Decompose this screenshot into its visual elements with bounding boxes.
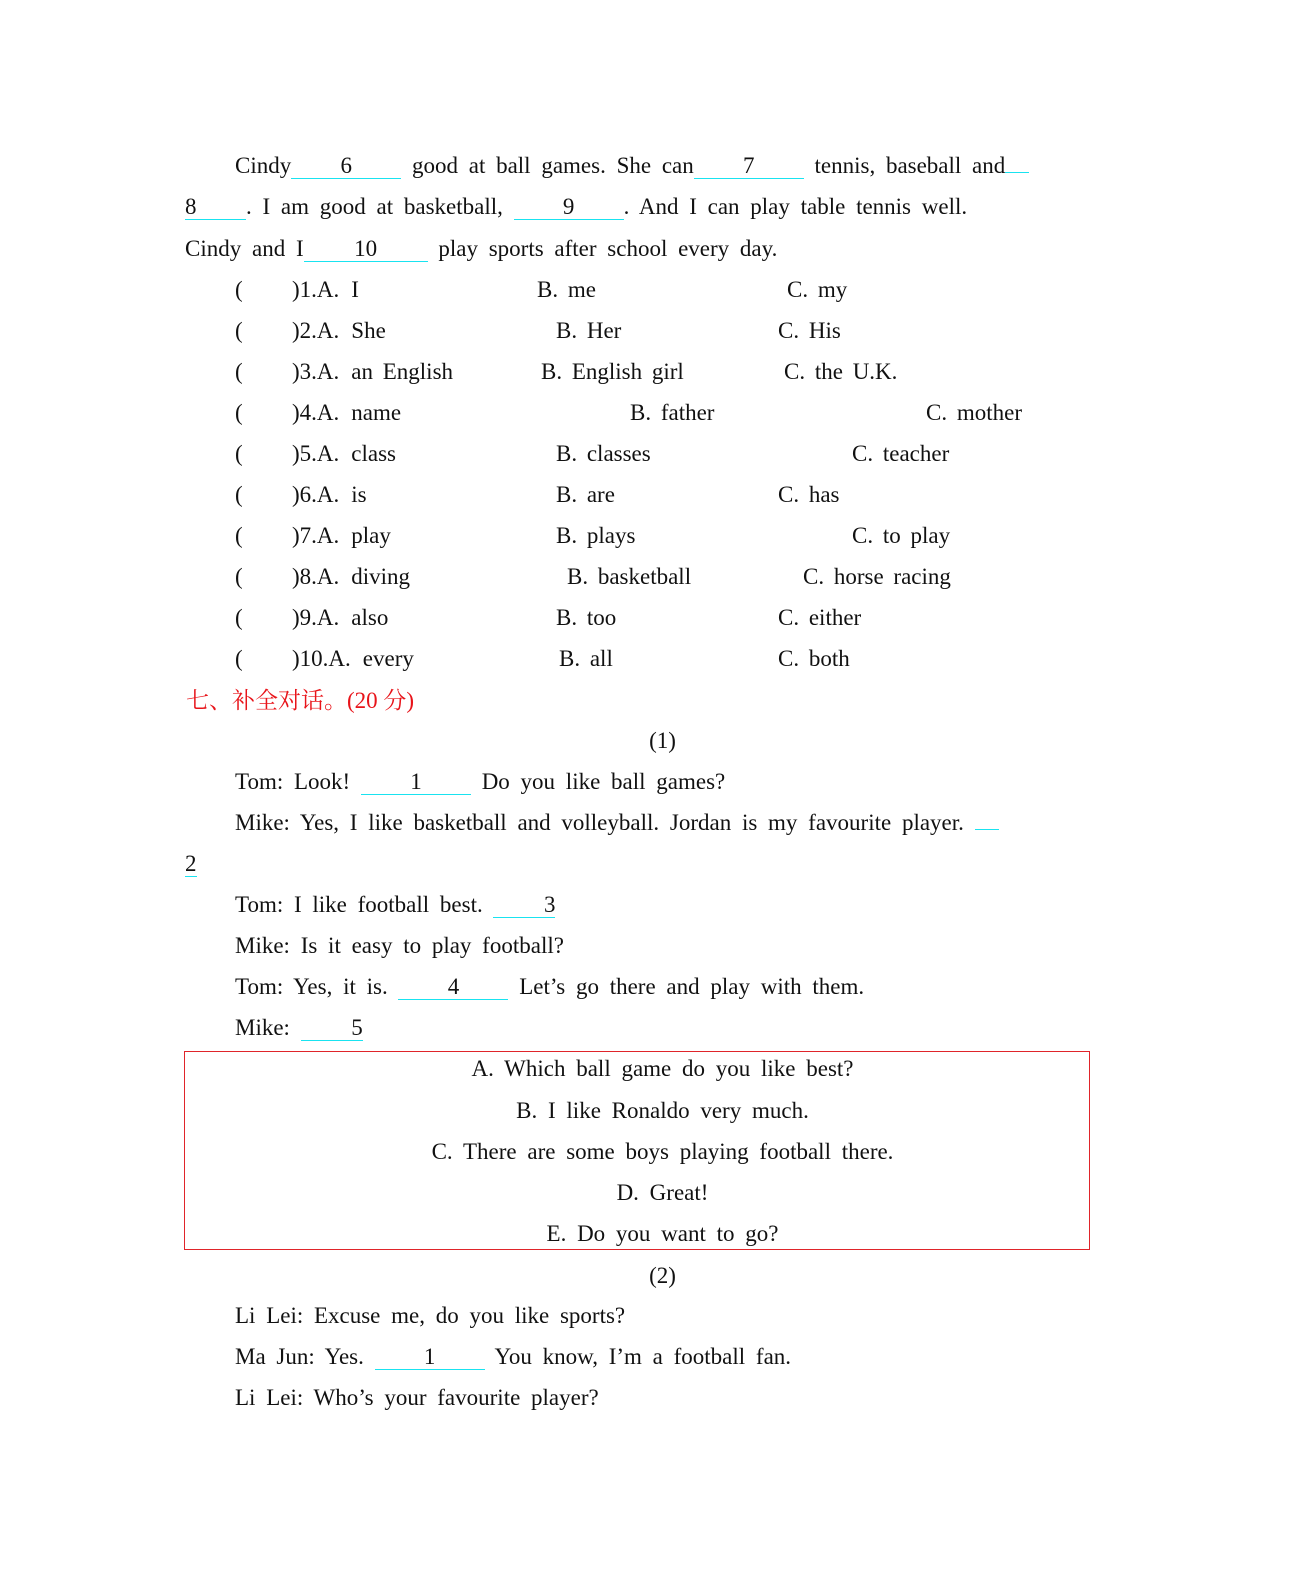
blank-3[interactable]: 3 — [493, 893, 555, 918]
option-a-text: an English — [351, 359, 454, 384]
option-b: B. English girl — [541, 359, 684, 384]
blank-8-start[interactable] — [1005, 172, 1029, 173]
section-heading: 七、补全对话。(20 分) — [186, 688, 415, 713]
question-number: )7.A. — [292, 523, 340, 548]
dialogue-line — [235, 1383, 599, 1413]
option-a — [292, 603, 388, 633]
question-number: )9.A. — [292, 605, 340, 630]
option-c: C. my — [787, 277, 848, 302]
question-number: )3.A. — [292, 359, 340, 384]
option-b: B. are — [556, 482, 615, 507]
dialogue-line — [235, 890, 555, 920]
answer-paren[interactable]: ( — [235, 523, 243, 548]
option-a-text: name — [351, 400, 402, 425]
dialogue-line — [185, 849, 197, 879]
question-number: )4.A. — [292, 400, 340, 425]
passage-line-2 — [185, 192, 967, 222]
answer-paren[interactable]: ( — [235, 318, 243, 343]
option-a — [292, 275, 359, 305]
option-a-text: also — [351, 605, 389, 630]
text: . I am good at basketball, — [246, 194, 503, 219]
option-a-text: class — [351, 441, 396, 466]
text: Tom: I like football best. — [235, 892, 483, 917]
question-number: )1.A. — [292, 277, 340, 302]
option-b: B. classes — [556, 441, 651, 466]
question-number: )5.A. — [292, 441, 340, 466]
option-a — [292, 439, 396, 469]
option-a-text: is — [351, 482, 367, 507]
blank-10[interactable]: 10 — [304, 237, 428, 262]
option-a — [292, 480, 367, 510]
text: Cindy and I — [185, 236, 304, 261]
dialogue-line — [235, 767, 725, 797]
option-a-text: every — [362, 646, 414, 671]
text: Ma Jun: Yes. — [235, 1344, 364, 1369]
text: Mike: Is it easy to play football? — [235, 933, 564, 958]
option-c: C. both — [778, 646, 850, 671]
blank-9[interactable]: 9 — [514, 195, 624, 220]
option-b: B. too — [556, 605, 617, 630]
option-c: C. There are some boys playing football there. — [431, 1139, 894, 1164]
text: good at ball games. She can — [411, 153, 694, 178]
option-b: B. father — [630, 400, 715, 425]
option-a — [292, 398, 401, 428]
option-c: C. the U.K. — [784, 359, 898, 384]
option-a-text: play — [351, 523, 391, 548]
question-number: )6.A. — [292, 482, 340, 507]
answer-paren[interactable]: ( — [235, 400, 243, 425]
option-a-text: She — [351, 318, 386, 343]
option-a — [292, 357, 453, 387]
blank-1[interactable]: 1 — [361, 770, 471, 795]
question-number: )2.A. — [292, 318, 340, 343]
text: Cindy — [235, 153, 292, 178]
dialogue-line — [235, 931, 564, 961]
option-c: C. either — [778, 605, 862, 630]
option-a — [292, 562, 410, 592]
answer-paren[interactable]: ( — [235, 441, 243, 466]
text: Mike: Yes, I like basketball and volleyball. Jordan is my favourite player. — [235, 810, 964, 835]
option-c: C. His — [778, 318, 841, 343]
dialogue-line — [235, 808, 999, 838]
text: tennis, baseball and — [814, 153, 1006, 178]
text: You know, I’m a football fan. — [494, 1344, 792, 1369]
blank-5[interactable]: 5 — [301, 1016, 363, 1041]
text: Li Lei: Excuse me, do you like sports? — [235, 1303, 626, 1328]
text: Mike: — [235, 1015, 290, 1040]
option-a — [292, 644, 414, 674]
answer-paren[interactable]: ( — [235, 277, 243, 302]
answer-paren[interactable]: ( — [235, 646, 243, 671]
option-d: D. Great! — [616, 1180, 709, 1205]
text: Let’s go there and play with them. — [519, 974, 865, 999]
option-c: C. teacher — [852, 441, 950, 466]
text: Li Lei: Who’s your favourite player? — [235, 1385, 599, 1410]
option-e: E. Do you want to go? — [546, 1221, 779, 1246]
option-b: B. plays — [556, 523, 636, 548]
answer-paren[interactable]: ( — [235, 605, 243, 630]
blank-6[interactable]: 6 — [291, 154, 401, 179]
option-b: B. all — [559, 646, 613, 671]
option-c: C. has — [778, 482, 840, 507]
passage-line-3 — [185, 234, 777, 264]
option-b: B. Her — [556, 318, 622, 343]
part-2-label: (2) — [649, 1263, 676, 1288]
blank-4[interactable]: 4 — [398, 975, 508, 1000]
option-a-text: I — [351, 277, 359, 302]
option-b: B. basketball — [567, 564, 692, 589]
part-1-label: (1) — [649, 728, 676, 753]
option-b: B. I like Ronaldo very much. — [516, 1098, 809, 1123]
option-a — [292, 316, 386, 346]
text: Do you like ball games? — [481, 769, 726, 794]
option-b: B. me — [537, 277, 596, 302]
dialogue-line — [235, 1013, 363, 1043]
passage-line-1 — [235, 151, 1029, 181]
dialogue-line — [235, 972, 864, 1002]
option-c: C. horse racing — [803, 564, 951, 589]
option-a-text: diving — [351, 564, 411, 589]
blank-2-start[interactable] — [975, 829, 999, 830]
option-c: C. mother — [926, 400, 1022, 425]
answer-paren[interactable]: ( — [235, 359, 243, 384]
text: play sports after school every day. — [438, 236, 778, 261]
dialogue-line — [235, 1342, 791, 1372]
blank-1[interactable]: 1 — [375, 1345, 485, 1370]
option-a — [292, 521, 391, 551]
blank-2[interactable]: 2 — [185, 851, 197, 876]
question-number: )8.A. — [292, 564, 340, 589]
answer-paren[interactable]: ( — [235, 564, 243, 589]
option-a: A. Which ball game do you like best? — [471, 1056, 854, 1081]
blank-7[interactable]: 7 — [694, 154, 804, 179]
answer-paren[interactable]: ( — [235, 482, 243, 507]
question-number: )10.A. — [292, 646, 351, 671]
dialogue-line — [235, 1301, 625, 1331]
option-c: C. to play — [852, 523, 951, 548]
text: Tom: Yes, it is. — [235, 974, 388, 999]
text: . And I can play table tennis well. — [623, 194, 968, 219]
text: Tom: Look! — [235, 769, 351, 794]
blank-8[interactable]: 8 — [185, 195, 246, 220]
